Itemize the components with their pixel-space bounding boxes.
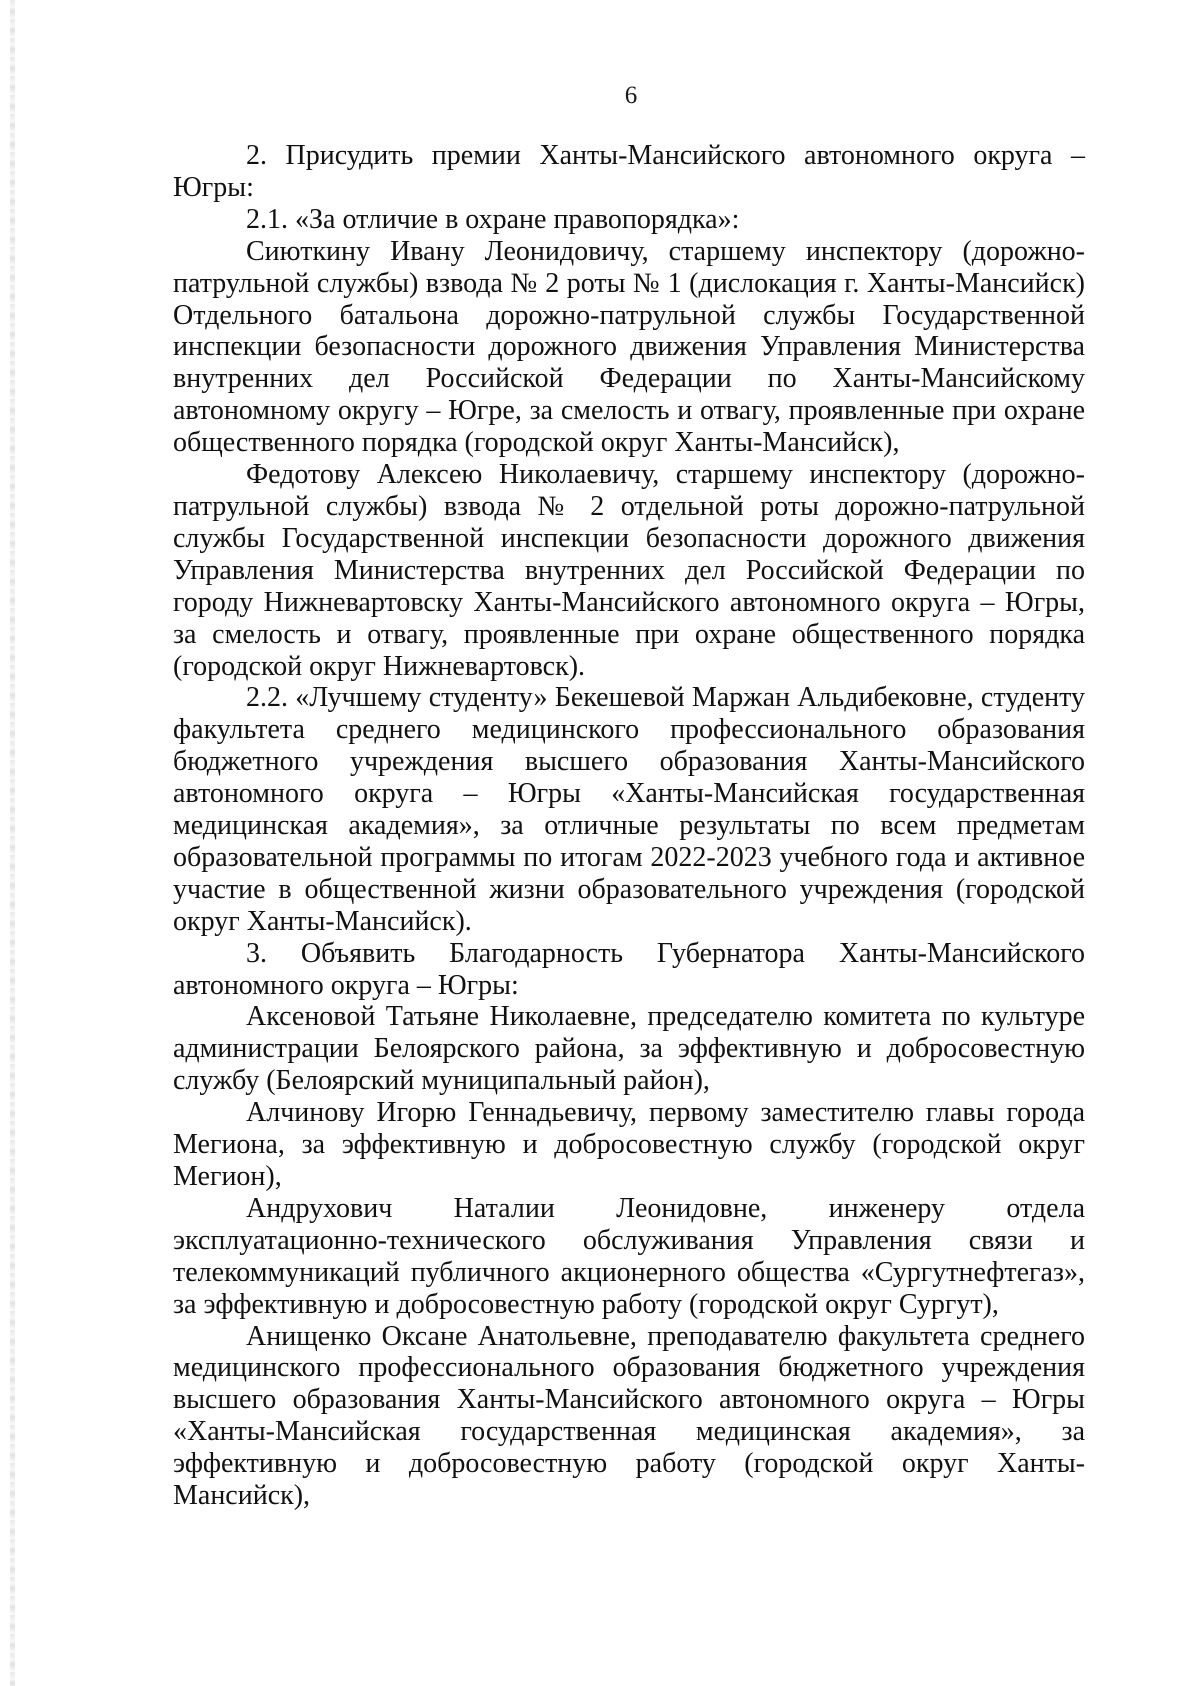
paragraph-award-category-law-order: 2.1. «За отличие в охране правопорядка»: [246, 203, 740, 235]
paragraph-recipient-andrukhovich: Андрухович Наталии Леонидовне, инженеру отдела эксплуатационно-технического обслуживания Управления связи и телекоммуникаций публичного акционерного общества «Сургутнефтегаз», за эффективную и добросовестную работу (городской округ Сургут), [173, 1192, 1085, 1320]
paragraph-award-intro: 2. Присудить премии Ханты-Мансийского автономного округа – Югры: [173, 140, 1085, 203]
document-body [173, 140, 1085, 1512]
paragraph-recipient-alchinov: Алчинову Игорю Геннадьевичу, первому заместителю главы города Мегиона, за эффективную и добросовестную службу (городской округ Мегион), [173, 1097, 1085, 1192]
scan-edge-artifact [10, 0, 15, 1686]
paragraph-award-best-student: 2.2. «Лучшему студенту» Бекешевой Маржан Альдибековне, студенту факультета среднего медицинского профессионального образования бюджетного учреждения высшего образования Ханты-Мансийского автономного округа – Югры «Ханты-Мансийская государственная медицинская академия», за отличные результаты по всем предметам образовательной программы по итогам 2022-2023 учебного года и активное участие в общественной жизни образовательного учреждения (городской округ Ханты-Мансийск). [173, 682, 1085, 937]
page-number: 6 [624, 82, 638, 109]
paragraph-recipient-siyutkin: Сиюткину Ивану Леонидовичу, старшему инспектору (дорожно-патрульной службы) взвода № 2 роты № 1 (дислокация г. Ханты-Мансийск) Отдельного батальона дорожно-патрульной службы Государственной инспекции безопасности дорожного движения Управления Министерства внутренних дел Российской Федерации по Ханты-Мансийскому автономному округу – Югре, за смелость и отвагу, проявленные при охране общественного порядка (городской округ Ханты-Мансийск), [173, 235, 1085, 459]
paragraph-gratitude-intro: 3. Объявить Благодарность Губернатора Ханты-Мансийского автономного округа – Югры: [173, 937, 1085, 1001]
paragraph-recipient-anishchenko: Анищенко Оксане Анатольевне, преподавателю факультета среднего медицинского профессионального образования бюджетного учреждения высшего образования Ханты-Мансийского автономного округа – Югры «Ханты-Мансийская государственная медицинская академия», за эффективную и добросовестную работу (городской округ Ханты-Мансийск), [173, 1320, 1085, 1512]
paragraph-recipient-aksenova: Аксеновой Татьяне Николаевне, председателю комитета по культуре администрации Белоярского района, за эффективную и добросовестную службу (Белоярский муниципальный район), [173, 1001, 1085, 1097]
paragraph-recipient-fedotov: Федотову Алексею Николаевичу, старшему инспектору (дорожно-патрульной службы) взвода № 2 отдельной роты дорожно-патрульной службы Государственной инспекции безопасности дорожного движения Управления Министерства внутренних дел Российской Федерации по городу Нижневартовску Ханты-Мансийского автономного округа – Югры, за смелость и отвагу, проявленные при охране общественного порядка (городской округ Нижневартовск). [173, 459, 1085, 682]
